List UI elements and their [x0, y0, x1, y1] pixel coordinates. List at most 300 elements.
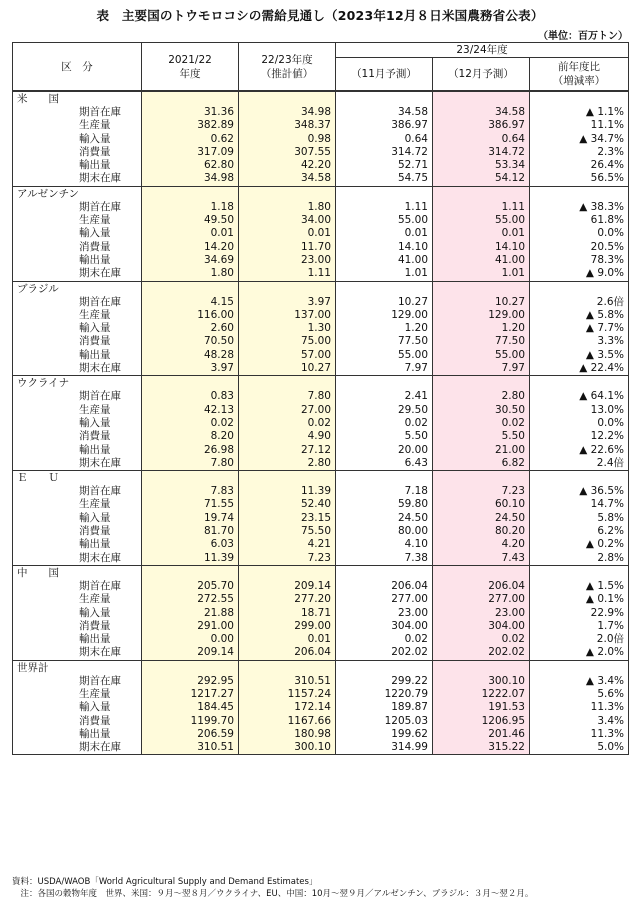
value-22-23: 137.00	[239, 309, 336, 322]
value-nov-forecast: 1.20	[336, 322, 433, 335]
row-label: 輸出量	[79, 633, 111, 646]
value-dec-forecast: 1222.07	[433, 688, 530, 701]
country-blank-cell	[239, 565, 336, 580]
value-yoy-change: 3.4%	[530, 715, 629, 728]
country-row	[13, 376, 629, 391]
value-yoy-change: ▲ 0.1%	[530, 593, 629, 606]
country-blank-cell	[336, 186, 433, 201]
value-dec-forecast: 7.23	[433, 485, 530, 498]
row-label-cell	[13, 525, 142, 538]
value-2021-22: 49.50	[142, 214, 239, 227]
value-yoy-change: 14.7%	[530, 498, 629, 511]
value-22-23: 7.80	[239, 390, 336, 403]
row-label-cell	[13, 430, 142, 443]
value-nov-forecast: 0.02	[336, 633, 433, 646]
row-label: 輸出量	[79, 253, 111, 266]
value-nov-forecast: 10.27	[336, 296, 433, 309]
value-nov-forecast: 1.11	[336, 201, 433, 214]
country-row	[13, 660, 629, 675]
value-nov-forecast: 41.00	[336, 254, 433, 267]
value-dec-forecast: 129.00	[433, 309, 530, 322]
value-dec-forecast: 23.00	[433, 607, 530, 620]
row-label: 輸出量	[79, 443, 111, 456]
value-2021-22: 116.00	[142, 309, 239, 322]
value-22-23: 0.02	[239, 417, 336, 430]
value-dec-forecast: 34.58	[433, 106, 530, 119]
table-row	[13, 728, 629, 741]
value-dec-forecast: 0.02	[433, 633, 530, 646]
table-row	[13, 430, 629, 443]
country-blank-cell	[239, 376, 336, 391]
row-label: 期末在庫	[79, 646, 121, 659]
value-nov-forecast: 52.71	[336, 159, 433, 172]
crop-year-note: 注：各国の穀物年度 世界、米国：９月～翌８月／ウクライナ、EU、中国：10月～翌９月／アルゼンチン、ブラジル：３月～翌２月。	[12, 889, 534, 899]
row-label: 期首在庫	[79, 200, 121, 213]
value-yoy-change: 56.5%	[530, 172, 629, 186]
country-row	[13, 91, 629, 106]
country-blank-cell	[142, 565, 239, 580]
value-yoy-change: 2.8%	[530, 552, 629, 566]
value-nov-forecast: 386.97	[336, 119, 433, 132]
row-label: 期首在庫	[79, 579, 121, 592]
value-22-23: 1167.66	[239, 715, 336, 728]
row-label-cell	[13, 241, 142, 254]
table-row	[13, 227, 629, 240]
value-yoy-change: 0.0%	[530, 227, 629, 240]
row-label: 期首在庫	[79, 106, 121, 118]
value-yoy-change: ▲ 1.5%	[530, 580, 629, 593]
table-row	[13, 214, 629, 227]
table-row	[13, 607, 629, 620]
value-2021-22: 0.02	[142, 417, 239, 430]
value-2021-22: 62.80	[142, 159, 239, 172]
value-nov-forecast: 0.64	[336, 133, 433, 146]
country-blank-cell	[336, 281, 433, 296]
row-label: 輸入量	[79, 701, 111, 714]
value-yoy-change: 26.4%	[530, 159, 629, 172]
row-label-cell	[13, 580, 142, 593]
row-label-cell	[13, 715, 142, 728]
value-dec-forecast: 206.04	[433, 580, 530, 593]
value-dec-forecast: 60.10	[433, 498, 530, 511]
value-2021-22: 0.00	[142, 633, 239, 646]
row-label: 輸出量	[79, 538, 111, 551]
value-nov-forecast: 199.62	[336, 728, 433, 741]
table-row	[13, 106, 629, 119]
value-yoy-change: ▲ 3.5%	[530, 349, 629, 362]
value-2021-22: 1.80	[142, 267, 239, 281]
value-2021-22: 70.50	[142, 335, 239, 348]
row-label-cell	[13, 172, 142, 186]
value-yoy-change: ▲ 2.0%	[530, 646, 629, 660]
row-label: 期首在庫	[79, 485, 121, 498]
table-row	[13, 741, 629, 755]
country-blank-cell	[530, 565, 629, 580]
value-nov-forecast: 314.99	[336, 741, 433, 755]
value-dec-forecast: 304.00	[433, 620, 530, 633]
value-nov-forecast: 7.97	[336, 362, 433, 376]
table-row	[13, 633, 629, 646]
table-row	[13, 498, 629, 511]
row-label-cell	[13, 254, 142, 267]
value-yoy-change: 6.2%	[530, 525, 629, 538]
row-label-cell	[13, 201, 142, 214]
row-label: 期末在庫	[79, 551, 121, 564]
row-label-cell	[13, 335, 142, 348]
country-name: 世界計	[13, 660, 142, 675]
value-22-23: 34.58	[239, 172, 336, 186]
value-2021-22: 34.98	[142, 172, 239, 186]
row-label-cell	[13, 485, 142, 498]
row-label: 消費量	[79, 430, 111, 443]
value-dec-forecast: 53.34	[433, 159, 530, 172]
value-nov-forecast: 20.00	[336, 444, 433, 457]
col-22-23-header: 22/23年度 （推計値）	[239, 43, 336, 92]
value-22-23: 23.00	[239, 254, 336, 267]
row-label-cell	[13, 296, 142, 309]
table-row	[13, 444, 629, 457]
value-yoy-change: 2.0倍	[530, 633, 629, 646]
value-2021-22: 26.98	[142, 444, 239, 457]
value-2021-22: 317.09	[142, 146, 239, 159]
value-dec-forecast: 5.50	[433, 430, 530, 443]
value-nov-forecast: 1.01	[336, 267, 433, 281]
corn-supply-demand-table	[12, 42, 629, 755]
table-row	[13, 349, 629, 362]
value-yoy-change: 13.0%	[530, 404, 629, 417]
table-row	[13, 119, 629, 132]
value-dec-forecast: 0.01	[433, 227, 530, 240]
value-yoy-change: ▲ 7.7%	[530, 322, 629, 335]
country-row	[13, 281, 629, 296]
row-label-cell	[13, 728, 142, 741]
row-label: 消費量	[79, 525, 111, 538]
value-dec-forecast: 41.00	[433, 254, 530, 267]
table-row	[13, 159, 629, 172]
country-name: 米 国	[13, 91, 142, 106]
country-name: ウクライナ	[13, 376, 142, 391]
col-yoy-change-header: 前年度比 （増減率）	[530, 58, 629, 92]
country-blank-cell	[530, 660, 629, 675]
row-label-cell	[13, 444, 142, 457]
value-22-23: 0.98	[239, 133, 336, 146]
value-2021-22: 4.15	[142, 296, 239, 309]
row-label-cell	[13, 552, 142, 566]
value-2021-22: 42.13	[142, 404, 239, 417]
value-22-23: 11.70	[239, 241, 336, 254]
table-row	[13, 146, 629, 159]
value-2021-22: 292.95	[142, 675, 239, 688]
value-dec-forecast: 201.46	[433, 728, 530, 741]
country-blank-cell	[433, 376, 530, 391]
row-label: 生産量	[79, 119, 111, 132]
country-blank-cell	[433, 565, 530, 580]
row-label: 輸出量	[79, 727, 111, 740]
country-blank-cell	[239, 471, 336, 486]
value-2021-22: 31.36	[142, 106, 239, 119]
row-label-cell	[13, 620, 142, 633]
value-2021-22: 2.60	[142, 322, 239, 335]
value-yoy-change: ▲ 0.2%	[530, 538, 629, 551]
country-blank-cell	[239, 660, 336, 675]
value-2021-22: 34.69	[142, 254, 239, 267]
value-dec-forecast: 55.00	[433, 349, 530, 362]
value-yoy-change: 5.6%	[530, 688, 629, 701]
row-label: 期首在庫	[79, 295, 121, 308]
table-row	[13, 688, 629, 701]
value-yoy-change: 20.5%	[530, 241, 629, 254]
value-22-23: 10.27	[239, 362, 336, 376]
country-blank-cell	[433, 471, 530, 486]
row-label-cell	[13, 417, 142, 430]
value-22-23: 1.11	[239, 267, 336, 281]
row-label-cell	[13, 646, 142, 660]
row-label-cell	[13, 404, 142, 417]
row-label: 期末在庫	[79, 267, 121, 280]
value-dec-forecast: 0.64	[433, 133, 530, 146]
value-22-23: 3.97	[239, 296, 336, 309]
value-dec-forecast: 14.10	[433, 241, 530, 254]
row-label: 生産量	[79, 498, 111, 511]
value-2021-22: 382.89	[142, 119, 239, 132]
value-22-23: 7.23	[239, 552, 336, 566]
country-blank-cell	[239, 186, 336, 201]
country-blank-cell	[336, 471, 433, 486]
value-dec-forecast: 54.12	[433, 172, 530, 186]
row-label-cell	[13, 538, 142, 551]
value-nov-forecast: 29.50	[336, 404, 433, 417]
country-blank-cell	[433, 281, 530, 296]
value-nov-forecast: 2.41	[336, 390, 433, 403]
value-22-23: 23.15	[239, 512, 336, 525]
row-label: 生産量	[79, 593, 111, 606]
row-label: 期末在庫	[79, 456, 121, 469]
value-yoy-change: 2.4倍	[530, 457, 629, 471]
value-dec-forecast: 24.50	[433, 512, 530, 525]
value-yoy-change: ▲ 22.6%	[530, 444, 629, 457]
table-row	[13, 701, 629, 714]
row-label: 輸入量	[79, 416, 111, 429]
value-nov-forecast: 80.00	[336, 525, 433, 538]
value-nov-forecast: 0.01	[336, 227, 433, 240]
value-dec-forecast: 7.97	[433, 362, 530, 376]
value-dec-forecast: 277.00	[433, 593, 530, 606]
row-label: 輸入量	[79, 511, 111, 524]
value-dec-forecast: 1.11	[433, 201, 530, 214]
col-2021-22-header: 2021/22 年度	[142, 43, 239, 92]
value-dec-forecast: 2.80	[433, 390, 530, 403]
value-2021-22: 14.20	[142, 241, 239, 254]
value-2021-22: 206.59	[142, 728, 239, 741]
value-22-23: 11.39	[239, 485, 336, 498]
value-22-23: 18.71	[239, 607, 336, 620]
value-yoy-change: 2.6倍	[530, 296, 629, 309]
row-label-cell	[13, 106, 142, 119]
row-label-cell	[13, 159, 142, 172]
value-22-23: 27.12	[239, 444, 336, 457]
value-dec-forecast: 4.20	[433, 538, 530, 551]
row-label-cell	[13, 146, 142, 159]
value-22-23: 75.50	[239, 525, 336, 538]
value-2021-22: 0.01	[142, 227, 239, 240]
value-nov-forecast: 55.00	[336, 349, 433, 362]
table-row	[13, 675, 629, 688]
value-2021-22: 1199.70	[142, 715, 239, 728]
value-nov-forecast: 304.00	[336, 620, 433, 633]
value-yoy-change: 0.0%	[530, 417, 629, 430]
value-2021-22: 209.14	[142, 646, 239, 660]
value-2021-22: 6.03	[142, 538, 239, 551]
table-header	[13, 43, 629, 92]
table-row	[13, 322, 629, 335]
value-dec-forecast: 7.43	[433, 552, 530, 566]
value-dec-forecast: 386.97	[433, 119, 530, 132]
row-label-cell	[13, 688, 142, 701]
table-row	[13, 525, 629, 538]
source-note: 資料：USDA/WAOB「World Agricultural Supply and Demand Estimates」	[12, 877, 318, 887]
value-22-23: 34.98	[239, 106, 336, 119]
row-label: 輸出量	[79, 348, 111, 361]
value-dec-forecast: 314.72	[433, 146, 530, 159]
row-label: 消費量	[79, 714, 111, 727]
table-row	[13, 296, 629, 309]
value-dec-forecast: 30.50	[433, 404, 530, 417]
value-yoy-change: 2.3%	[530, 146, 629, 159]
row-label-cell	[13, 362, 142, 376]
group-23-24-header: 23/24年度	[336, 43, 629, 58]
value-dec-forecast: 315.22	[433, 741, 530, 755]
notes	[12, 876, 632, 900]
table-row	[13, 267, 629, 281]
country-blank-cell	[530, 471, 629, 486]
value-yoy-change: 3.3%	[530, 335, 629, 348]
value-22-23: 206.04	[239, 646, 336, 660]
row-label: 生産量	[79, 403, 111, 416]
row-label: 消費量	[79, 619, 111, 632]
value-yoy-change: 11.3%	[530, 728, 629, 741]
table-row	[13, 646, 629, 660]
value-yoy-change: ▲ 36.5%	[530, 485, 629, 498]
value-2021-22: 81.70	[142, 525, 239, 538]
country-name: ブラジル	[13, 281, 142, 296]
country-blank-cell	[336, 376, 433, 391]
value-nov-forecast: 7.38	[336, 552, 433, 566]
row-label-cell	[13, 227, 142, 240]
value-nov-forecast: 77.50	[336, 335, 433, 348]
country-blank-cell	[336, 91, 433, 106]
table-row	[13, 201, 629, 214]
value-yoy-change: 5.8%	[530, 512, 629, 525]
value-22-23: 52.40	[239, 498, 336, 511]
country-blank-cell	[239, 281, 336, 296]
value-2021-22: 48.28	[142, 349, 239, 362]
country-blank-cell	[530, 281, 629, 296]
row-label: 輸入量	[79, 227, 111, 240]
table-row	[13, 538, 629, 551]
row-label-cell	[13, 267, 142, 281]
value-nov-forecast: 55.00	[336, 214, 433, 227]
value-nov-forecast: 299.22	[336, 675, 433, 688]
value-nov-forecast: 23.00	[336, 607, 433, 620]
country-row	[13, 565, 629, 580]
table-row	[13, 362, 629, 376]
country-blank-cell	[530, 186, 629, 201]
value-2021-22: 8.20	[142, 430, 239, 443]
value-yoy-change: 1.7%	[530, 620, 629, 633]
country-name: 中 国	[13, 565, 142, 580]
value-yoy-change: 61.8%	[530, 214, 629, 227]
value-yoy-change: ▲ 5.8%	[530, 309, 629, 322]
row-label-cell	[13, 675, 142, 688]
value-dec-forecast: 1206.95	[433, 715, 530, 728]
value-nov-forecast: 202.02	[336, 646, 433, 660]
value-yoy-change: ▲ 22.4%	[530, 362, 629, 376]
value-dec-forecast: 55.00	[433, 214, 530, 227]
value-dec-forecast: 191.53	[433, 701, 530, 714]
row-label-cell	[13, 309, 142, 322]
country-blank-cell	[336, 565, 433, 580]
value-2021-22: 11.39	[142, 552, 239, 566]
value-yoy-change: ▲ 3.4%	[530, 675, 629, 688]
value-nov-forecast: 206.04	[336, 580, 433, 593]
country-blank-cell	[142, 660, 239, 675]
value-22-23: 310.51	[239, 675, 336, 688]
row-label: 消費量	[79, 145, 111, 158]
value-dec-forecast: 1.01	[433, 267, 530, 281]
table-row	[13, 457, 629, 471]
table-row	[13, 390, 629, 403]
value-nov-forecast: 1220.79	[336, 688, 433, 701]
value-22-23: 34.00	[239, 214, 336, 227]
value-22-23: 1.80	[239, 201, 336, 214]
value-yoy-change: 11.3%	[530, 701, 629, 714]
value-yoy-change: 22.9%	[530, 607, 629, 620]
country-blank-cell	[142, 91, 239, 106]
value-nov-forecast: 1205.03	[336, 715, 433, 728]
category-header: 区 分	[13, 43, 142, 92]
value-yoy-change: ▲ 38.3%	[530, 201, 629, 214]
country-blank-cell	[142, 281, 239, 296]
table-row	[13, 309, 629, 322]
row-label-cell	[13, 119, 142, 132]
table-row	[13, 241, 629, 254]
value-yoy-change: 12.2%	[530, 430, 629, 443]
table-row	[13, 552, 629, 566]
value-2021-22: 3.97	[142, 362, 239, 376]
value-22-23: 2.80	[239, 457, 336, 471]
value-2021-22: 1217.27	[142, 688, 239, 701]
value-nov-forecast: 5.50	[336, 430, 433, 443]
col-nov-forecast-header: （11月予測）	[336, 58, 433, 92]
row-label: 消費量	[79, 240, 111, 253]
value-22-23: 4.90	[239, 430, 336, 443]
row-label: 期末在庫	[79, 362, 121, 375]
table-row	[13, 335, 629, 348]
country-blank-cell	[239, 91, 336, 106]
value-2021-22: 291.00	[142, 620, 239, 633]
country-blank-cell	[433, 660, 530, 675]
row-label-cell	[13, 633, 142, 646]
value-yoy-change: 11.1%	[530, 119, 629, 132]
value-dec-forecast: 202.02	[433, 646, 530, 660]
country-blank-cell	[142, 186, 239, 201]
value-nov-forecast: 54.75	[336, 172, 433, 186]
value-nov-forecast: 59.80	[336, 498, 433, 511]
country-row	[13, 471, 629, 486]
row-label: 輸入量	[79, 606, 111, 619]
country-blank-cell	[336, 660, 433, 675]
value-22-23: 1.30	[239, 322, 336, 335]
